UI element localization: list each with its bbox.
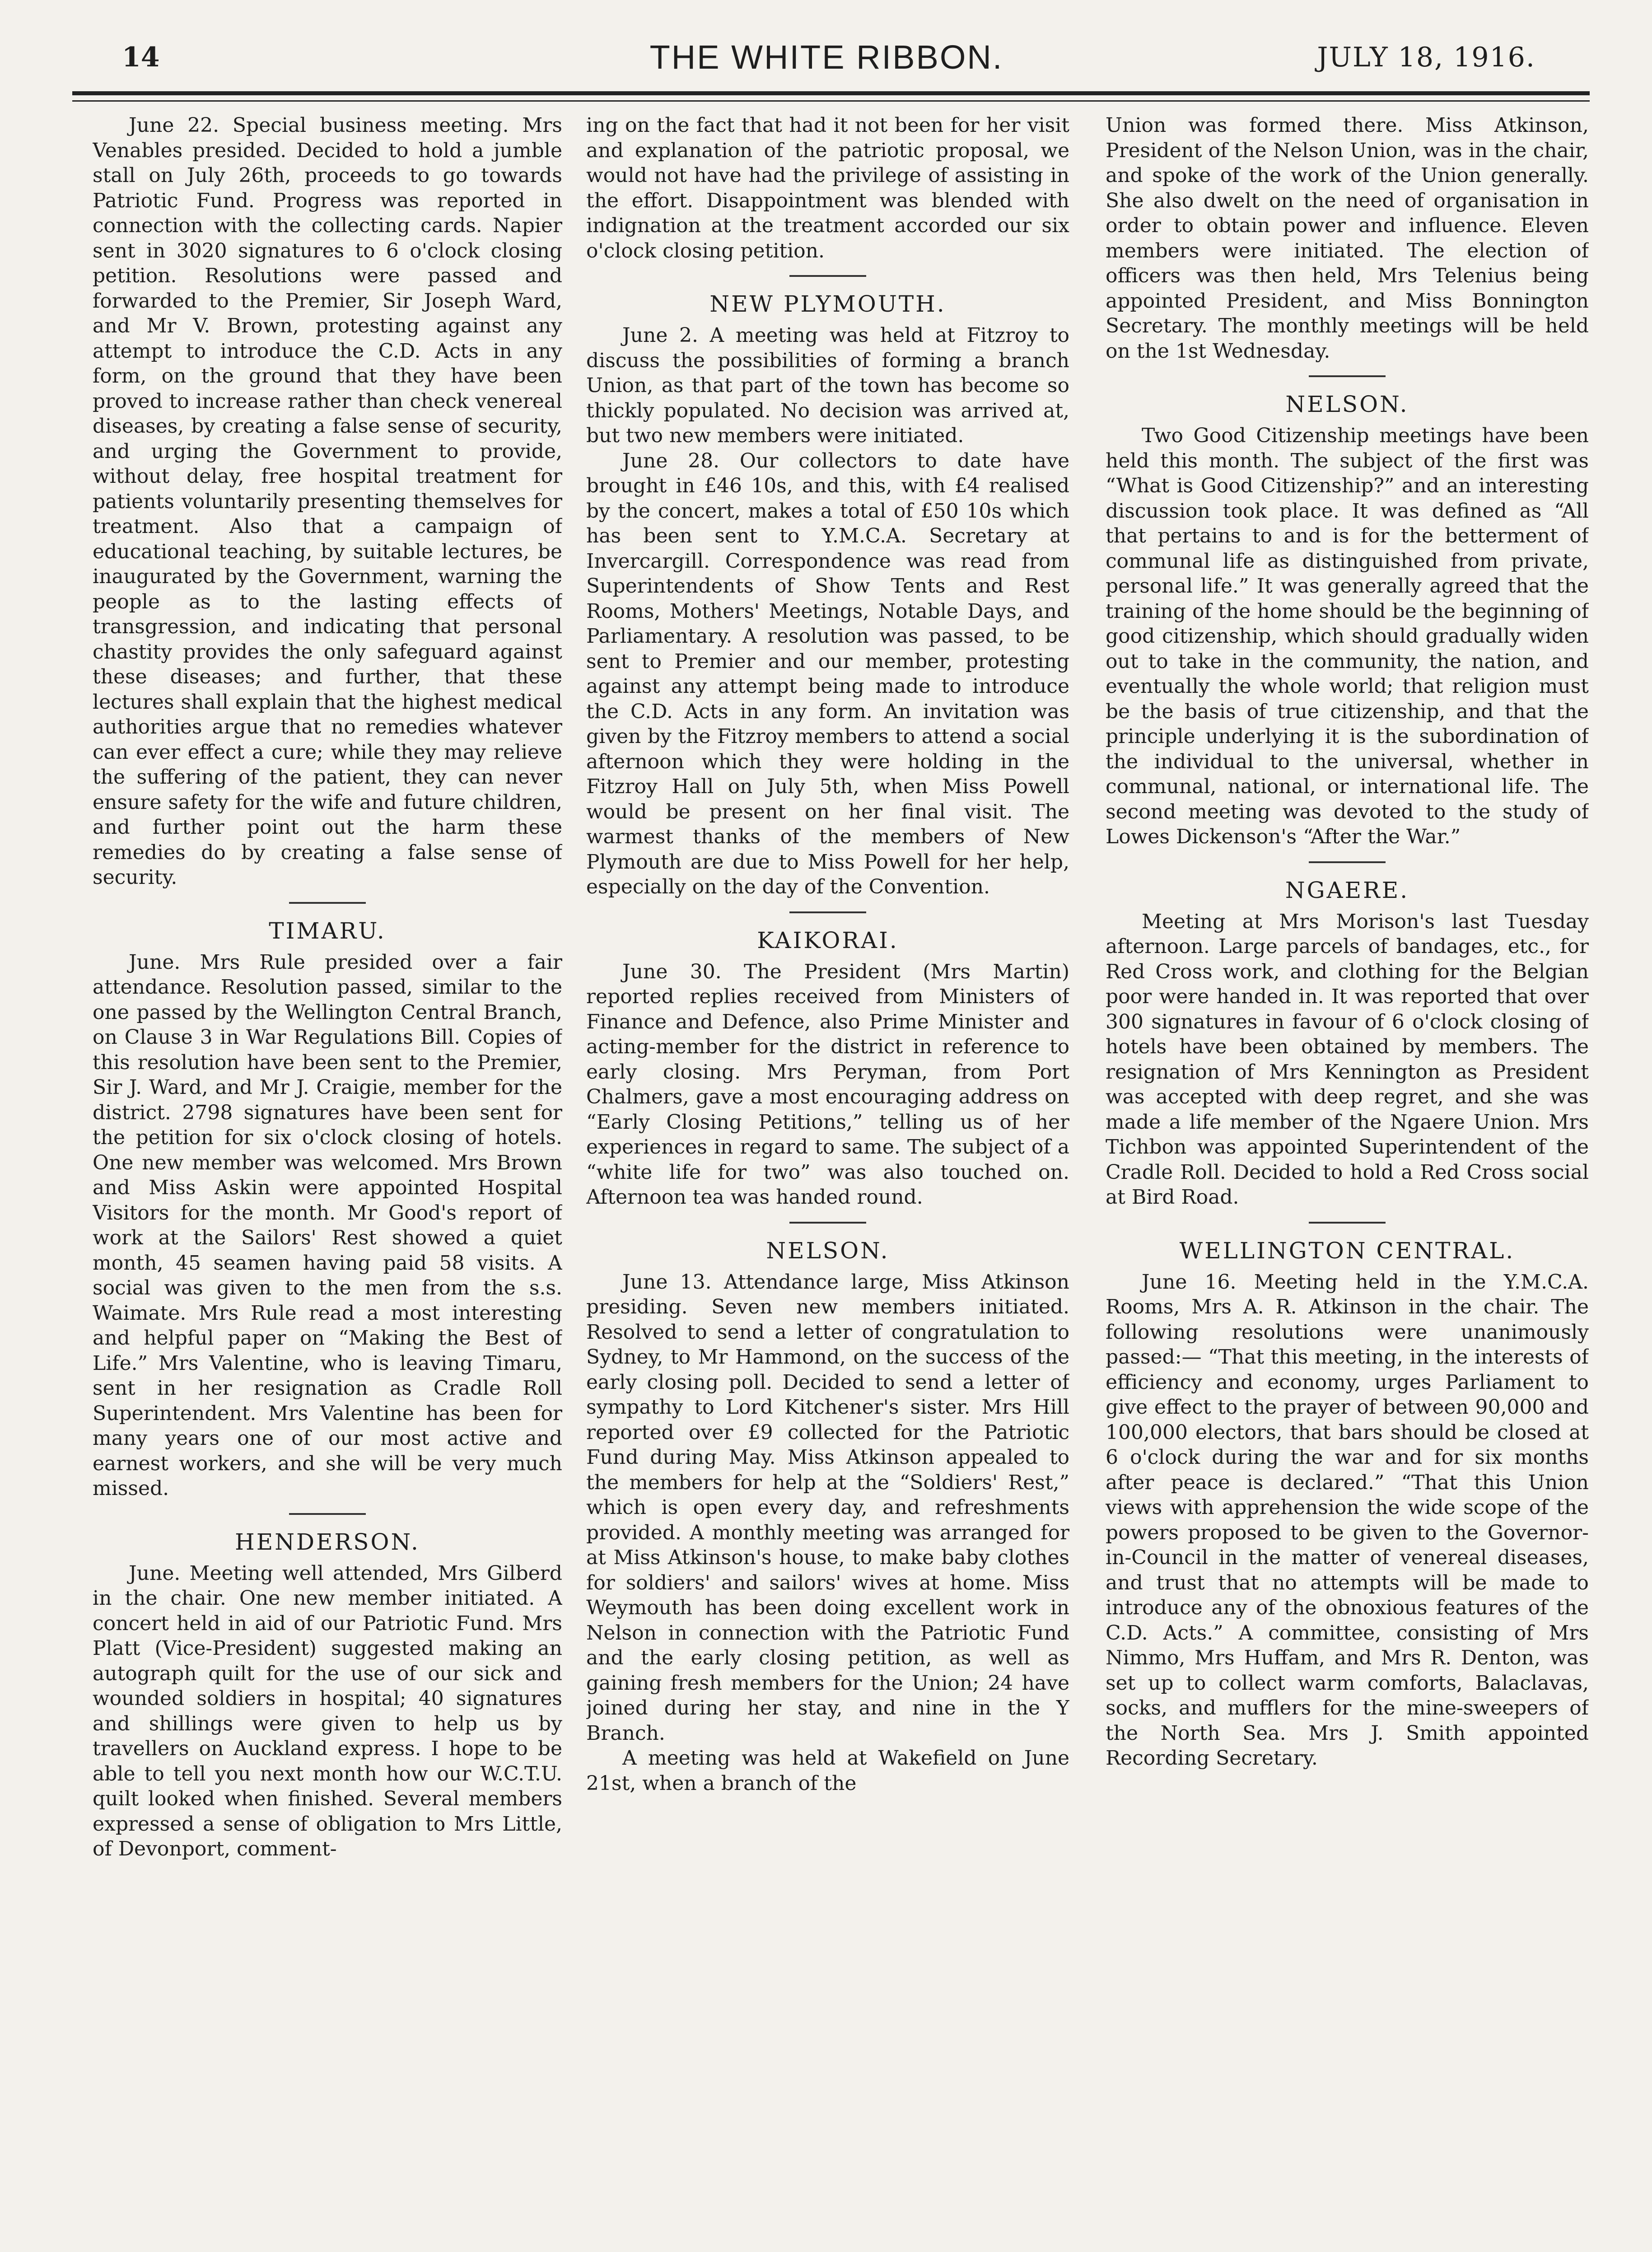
- column-2: [586, 113, 1069, 2227]
- section-heading: NGAERE.: [1285, 877, 1409, 903]
- section-heading: TIMARU.: [269, 917, 386, 944]
- column-3: [1106, 113, 1589, 2227]
- paragraph: June 16. Meeting held in the Y.M.C.A. Rooms, Mrs A. R. Atkinson in the chair. The following resolutions were unanimously passed:— “That this meeting, in the interests of efficiency and economy, urges Parliament to give effect to the prayer of between 90,000 and 100,000 electors, that bars should be closed at 6 o'clock during the war and for six months after peace is declared.” “That this Union views with apprehension the wide scope of the powers proposed to be given to the Governor-in-Council in the matter of venereal diseases, and trust that no attempts will be made to introduce any of the obnoxious features of the C.D. Acts.” A committee, consisting of Mrs Nimmo, Mrs Huffam, and Mrs R. Denton, was set up to collect warm comforts, Balaclavas, socks, and mufflers for the mine-sweepers of the North Sea. Mrs J. Smith appointed Recording Secretary.: [1106, 1270, 1589, 1770]
- section-separator: [789, 911, 866, 913]
- paragraph: June 13. Attendance large, Miss Atkinson presiding. Seven new members initiated. Resolved to send a letter of congratulation to Sydney, to Mr Hammond, on the success of the early closing poll. Decided to send a letter of sympathy to Lord Kitchener's sister. Mrs Hill reported over £9 collected for the Patriotic Fund during May. Miss Atkinson appealed to the members for help at the “Soldiers' Rest,” which is open every day, and refreshments provided. A monthly meeting was arranged for at Miss Atkinson's house, to make baby clothes for soldiers' and sailors' wives at home. Miss Weymouth has been doing excellent work in Nelson in connection with the Patriotic Fund and the early closing petition, as well as gaining fresh members for the Union; 24 have joined during her stay, and nine in the Y Branch.: [586, 1270, 1069, 1745]
- section-separator: [1309, 861, 1386, 863]
- section-heading: NELSON.: [1285, 391, 1409, 417]
- paragraph: June 30. The President (Mrs Martin) reported replies received from Ministers of Finance and Defence, also Prime Minister and acting-member for the district in reference to early closing. Mrs Peryman, from Port Chalmers, gave a most encouraging address on “Early Closing Petitions,” telling us of her experiences in regard to same. The subject of a “white life for two” was also touched on. Afternoon tea was handed round.: [586, 960, 1069, 1209]
- masthead-title: THE WHITE RIBBON.: [649, 38, 1003, 76]
- paragraph: June. Meeting well attended, Mrs Gilberd in the chair. One new member initiated. A concert held in aid of our Patriotic Fund. Mrs Platt (Vice-President) suggested making an autograph quilt for the use of our sick and wounded soldiers in hospital; 40 signatures and shillings were given to help us by travellers on Auckland express. I hope to be able to tell you next month how our W.C.T.U. quilt looked when finished. Several members expressed a sense of obligation to Mrs Little, of Devonport, comment-: [93, 1561, 562, 1860]
- header-rule-thin: [72, 100, 1590, 102]
- header-rule-thick: [72, 91, 1590, 95]
- section-separator: [789, 1222, 866, 1224]
- section-separator: [289, 902, 366, 904]
- paragraph: June. Mrs Rule presided over a fair attendance. Resolution passed, similar to the one passed by the Wellington Central Branch, on Clause 3 in War Regulations Bill. Copies of this resolution have been sent to the Premier, Sir J. Ward, and Mr J. Craigie, member for the district. 2798 signatures have been sent for the petition for six o'clock closing of hotels. One new member was welcomed. Mrs Brown and Miss Askin were appointed Hospital Visitors for the month. Mr Good's report of work at the Sailors' Rest showed a quiet month, 45 seamen having paid 58 visits. A social was given to the men from the s.s. Waimate. Mrs Rule read a most interesting and helpful paper on “Making the Best of Life.” Mrs Valentine, who is leaving Timaru, sent in her resignation as Cradle Roll Superintendent. Mrs Valentine has been for many years one of our most active and earnest workers, and she will be very much missed.: [93, 950, 562, 1500]
- paragraph: June 2. A meeting was held at Fitzroy to discuss the possibilities of forming a branch Union, as that part of the town has become so thickly populated. No decision was arrived at, but two new members were initiated.: [586, 324, 1069, 447]
- column-1: [93, 113, 562, 2227]
- paragraph: Meeting at Mrs Morison's last Tuesday afternoon. Large parcels of bandages, etc., for Red Cross work, and clothing for the Belgian poor were handed in. It was reported that over 300 signatures in favour of 6 o'clock closing of hotels have been obtained by members. The resignation of Mrs Kennington as President was accepted with deep regret, and she was made a life member of the Ngaere Union. Mrs Tichbon was appointed Superintendent of the Cradle Roll. Decided to hold a Red Cross social at Bird Road.: [1106, 910, 1589, 1209]
- section-heading: NELSON.: [766, 1237, 890, 1264]
- issue-date: JULY 18, 1916.: [1317, 42, 1535, 73]
- continued-paragraph: ing on the fact that had it not been for her visit and explanation of the patriotic proposal, we would not have had the privilege of assisting in the effort. Disappointment was blended with indignation at the treatment accorded our six o'clock closing petition.: [586, 114, 1069, 262]
- section-heading: KAIKORAI.: [757, 927, 899, 953]
- section-separator: [789, 275, 866, 277]
- continued-paragraph: Union was formed there. Miss Atkinson, President of the Nelson Union, was in the chair, and spoke of the work of the Union generally. She also dwelt on the need of organisation in order to obtain power and influence. Eleven members were initiated. The election of officers was then held, Mrs Telenius being appointed President, and Miss Bonnington Secretary. The monthly meetings will be held on the 1st Wednesday.: [1106, 114, 1589, 363]
- section-heading: WELLINGTON CENTRAL.: [1179, 1237, 1515, 1264]
- paragraph: June 22. Special business meeting. Mrs Venables presided. Decided to hold a jumble stall on July 26th, proceeds to go towards Patriotic Fund. Progress was reported in connection with the collecting cards. Napier sent in 3020 signatures to 6 o'clock closing petition. Resolutions were passed and forwarded to the Premier, Sir Joseph Ward, and Mr V. Brown, protesting against any attempt to introduce the C.D. Acts in any form, on the ground that they have been proved to increase rather than check venereal diseases, by creating a false sense of security, and urging the Government to provide, without delay, free hospital treatment for patients voluntarily presenting themselves for treatment. Also that a campaign of educational teaching, by suitable lectures, be inaugurated by the Government, warning the people as to the lasting effects of transgression, and indicating that personal chastity provides the only safeguard against these diseases; and further, that these lectures shall explain that the highest medical authorities argue that no remedies whatever can ever effect a cure; while they may relieve the suffering of the patient, they can never ensure safety for the wife and future children, and further point out the harm these remedies do by creating a false sense of security.: [93, 114, 562, 889]
- page-header: [108, 38, 1545, 92]
- paragraph: Two Good Citizenship meetings have been held this month. The subject of the first was “What is Good Citizenship?” and an interesting discussion took place. It was defined as “All that pertains to and is for the betterment of communal life as distinguished from private, personal life.” It was generally agreed that the training of the home should be the beginning of good citizenship, which should gradually widen out to take in the community, the nation, and eventually the whole world; that religion must be the basis of true citizenship, and that the principle underlying it is the subordination of the individual to the universal, whether in communal, national, or international life. The second meeting was devoted to the study of Lowes Dickenson's “After the War.”: [1106, 424, 1589, 848]
- section-heading: HENDERSON.: [235, 1528, 420, 1555]
- section-separator: [289, 1513, 366, 1515]
- section-heading: NEW PLYMOUTH.: [709, 291, 946, 317]
- paragraph: A meeting was held at Wakefield on June 21st, when a branch of the: [586, 1747, 1069, 1795]
- page-number: 14: [122, 42, 160, 73]
- section-separator: [1309, 375, 1386, 377]
- paragraph: June 28. Our collectors to date have brought in £46 10s, and this, with £4 realised by the concert, makes a total of £50 10s which has been sent to Y.M.C.A. Secretary at Invercargill. Correspondence was read from Superintendents of Show Tents and Rest Rooms, Mothers' Meetings, Notable Days, and Parliamentary. A resolution was passed, to be sent to Premier and our member, protesting against any attempt being made to introduce the C.D. Acts in any form. An invitation was given by the Fitzroy members to attend a social afternoon which they were holding in the Fitzroy Hall on July 5th, when Miss Powell would be present on her final visit. The warmest thanks of the members of New Plymouth are due to Miss Powell for her help, especially on the day of the Convention.: [586, 449, 1069, 898]
- section-separator: [1309, 1222, 1386, 1224]
